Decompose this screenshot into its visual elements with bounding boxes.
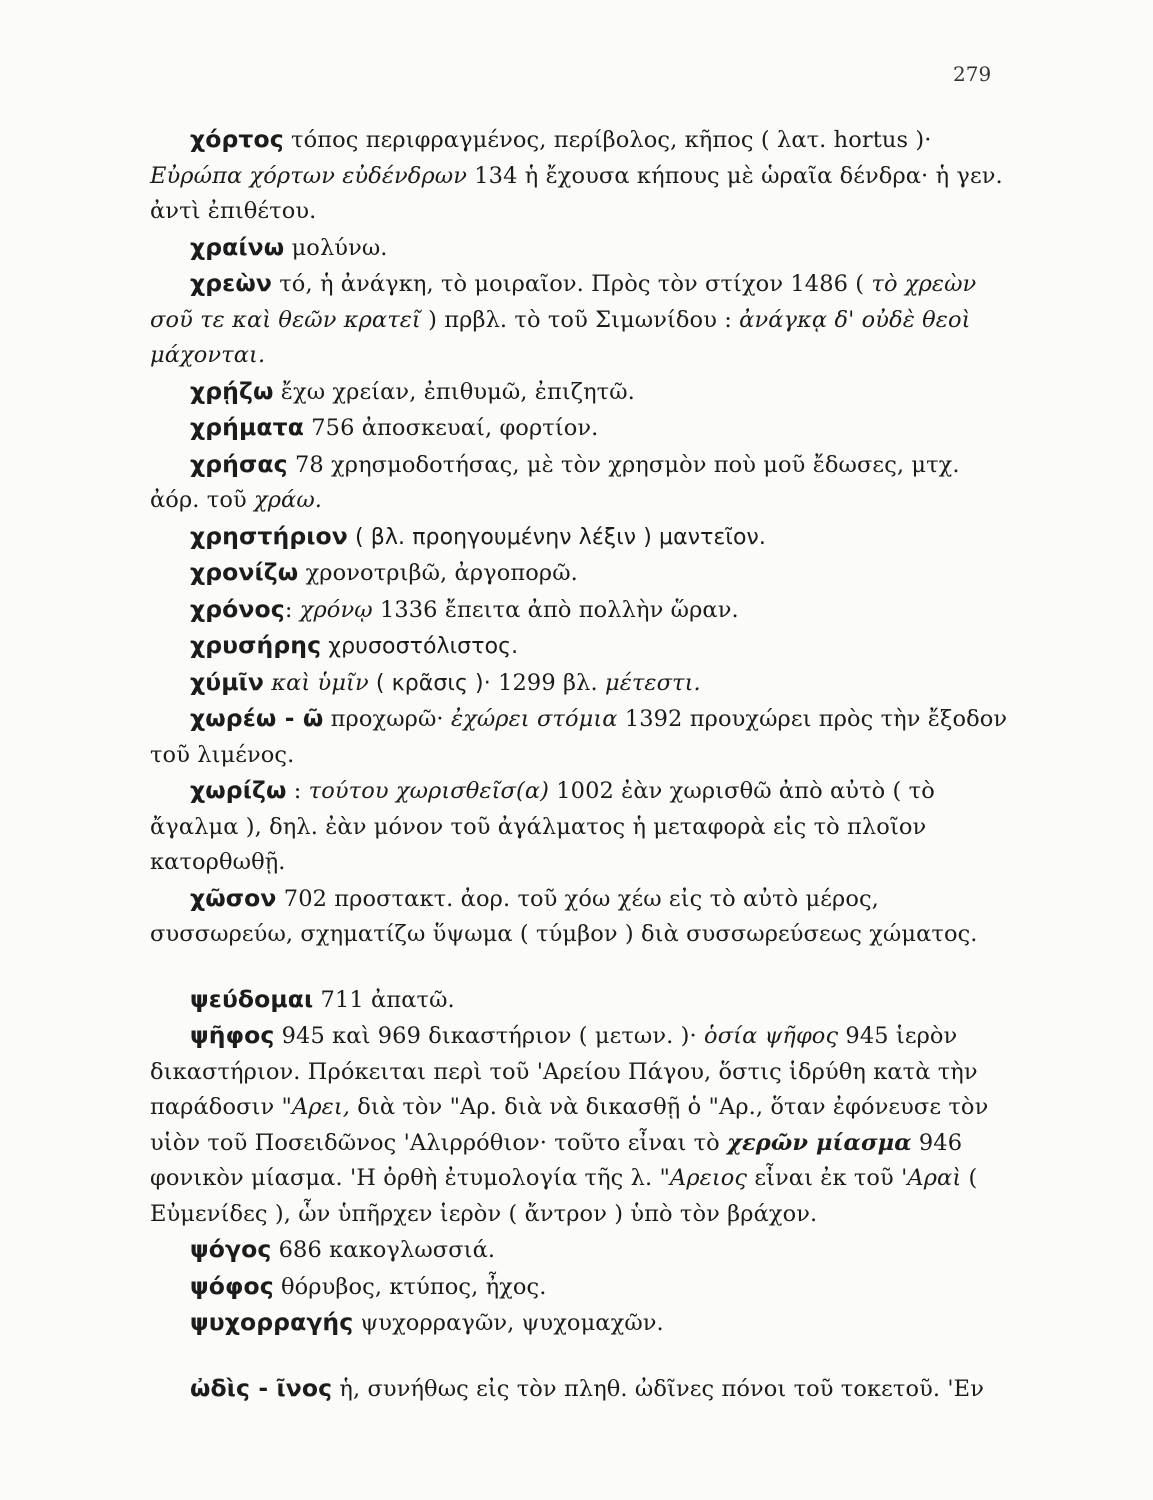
entry-chryseres: χρυσήρης χρυσοστόλιστος.	[190, 631, 519, 659]
entry-chronizo: χρονίζω χρονοτριβῶ, ἀργοπορῶ.	[190, 558, 578, 586]
entry-choson: χῶσον 702 προστακτ. ἀορ. τοῦ χόω χέω εἰς τὸ αὐτὸ μέρος, συσσωρεύω, σχηματίζω ὕψωμα ( τύμβον ) διὰ συσσωρεύσεως χώματος.	[150, 883, 978, 947]
entry-chremata: χρήματα 756 ἀποσκευαί, φορτίον.	[190, 413, 599, 441]
entry-chreon: χρεὼν τό, ἡ ἀνάγκη, τὸ μοιραῖον. Πρὸς τὸν στίχον 1486 ( τὸ χρεὼν σοῦ τε καὶ θεῶν κρατεῖ ) πρβλ. τὸ τοῦ Σιμωνίδου : ἀνάγκᾳ δ' οὐδὲ θεοὶ μάχονται.	[150, 269, 977, 368]
entry-choreo: χωρέω - ῶ προχωρῶ· ἐχώρει στόμια 1392 προυχώρει πρὸς τὴν ἔξοδον τοῦ λιμένος.	[150, 704, 1008, 768]
entry-chresterion: χρηστήριον ( βλ. προηγουμένην λέξιν ) μαντεῖον.	[190, 521, 767, 550]
entry-psogos: ψόγος 686 κακογλωσσιά.	[190, 1235, 496, 1263]
entry-chresas: χρήσας 78 χρησμοδοτήσας, μὲ τὸν χρησμὸν ποὺ μοῦ ἔδωσες, μτχ. ἀόρ. τοῦ χράω.	[150, 449, 960, 513]
page-number: 279	[953, 62, 992, 86]
dictionary-text	[150, 122, 1010, 1407]
entry-pseudomai: ψεύδομαι 711 ἀπατῶ.	[190, 984, 455, 1013]
entry-chorizo: χωρίζω : τούτου χωρισθεῖσ(α) 1002 ἐὰν χωρισθῶ ἀπὸ αὐτὸ ( τὸ ἄγαλμα ), δηλ. ἐὰν μόνον τοῦ ἀγάλματος ἡ μεταφορὰ εἰς τὸ πλοῖον κατορθωθῇ.	[150, 776, 935, 875]
entry-odis: ὠδὶς - ῖνος ἡ, συνήθως εἰς τὸν πληθ. ὠδῖνες πόνοι τοῦ τοκετοῦ. 'Εν	[190, 1373, 984, 1402]
entry-chymin: χύμῖν καὶ ὑμῖν ( κρᾶσις )· 1299 βλ. μέτεστι.	[190, 667, 701, 696]
entry-psychorrages: ψυχορραγής ψυχορραγῶν, ψυχομαχῶν.	[190, 1308, 664, 1336]
entry-chronos: χρόνος: χρόνῳ 1336 ἔπειτα ἀπὸ πολλὴν ὥραν.	[190, 594, 739, 623]
entry-chraino: χραίνω μολύνω.	[190, 232, 388, 261]
entry-chrizo: χρῄζω ἔχω χρείαν, ἐπιθυμῶ, ἐπιζητῶ.	[190, 376, 635, 405]
entry-chortos: χόρτος τόπος περιφραγμένος, περίβολος, κῆπος ( λατ. hortus )· Εὐρώπα χόρτων εὐδένδρων 134 ἡ ἔχουσα κήπους μὲ ὡραῖα δένδρα· ἡ γεν. ἀντὶ ἐπιθέτου.	[150, 125, 1003, 224]
entry-psephos: ψῆφος 945 καὶ 969 δικαστήριον ( μετων. )· ὁσία ψῆφος 945 ἱερὸν δικαστήριον. Πρόκειται περὶ τοῦ 'Αρείου Πάγου, ὅστις ἱδρύθη κατὰ τὴν παράδοσιν "Αρει, διὰ τὸν "Αρ. διὰ νὰ δικασθῇ ὁ "Αρ., ὅταν ἐφόνευσε τὸν υἱὸν τοῦ Ποσειδῶνος 'Αλιρρόθιον· τοῦτο εἶναι τὸ χερῶν μίασμα 946 φονικὸν μίασμα. 'Η ὀρθὴ ἐτυμολογία τῆς λ. "Αρειος εἶναι ἐκ τοῦ 'Αραὶ ( Εὐμενίδες ), ὧν ὑπῆρχεν ἱερὸν ( ἄντρον ) ὑπὸ τὸν βράχον.	[150, 1021, 989, 1227]
section-gap	[150, 953, 1010, 982]
entry-psophos: ψόφος θόρυβος, κτύπος, ἦχος.	[190, 1271, 547, 1300]
section-gap	[150, 1342, 1010, 1371]
